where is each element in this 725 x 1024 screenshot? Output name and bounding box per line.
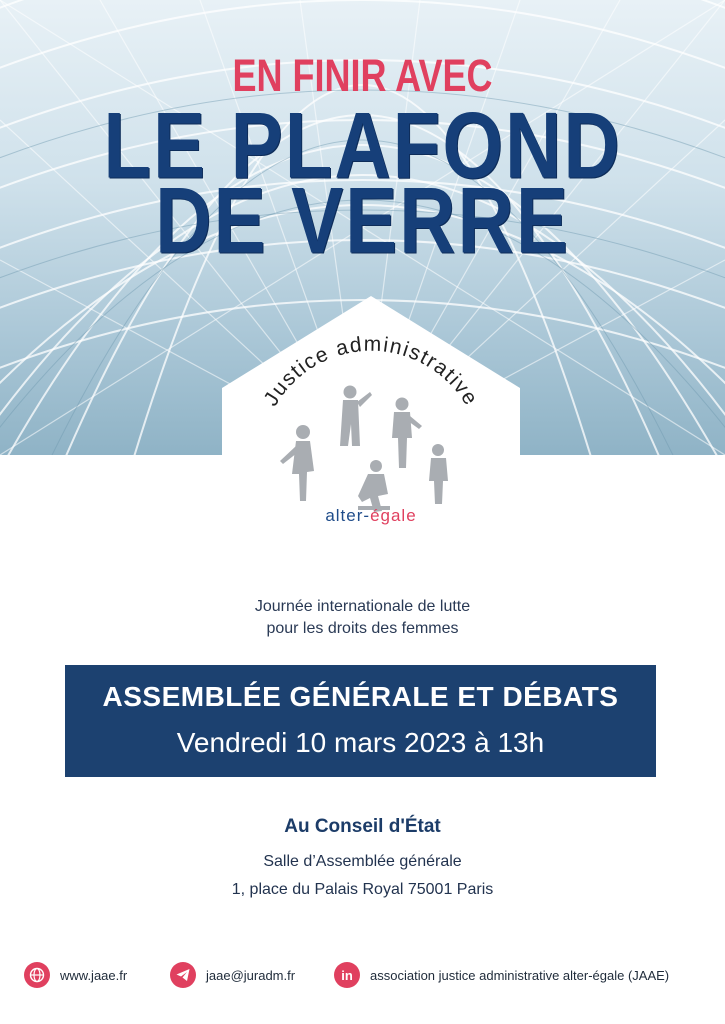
main-title-line-1: LE PLAFOND: [103, 92, 622, 198]
linkedin-link[interactable]: [334, 957, 669, 993]
subtitle-line-2: pour les droits des femmes: [266, 620, 459, 637]
contact-footer: [0, 957, 725, 993]
website-text: www.jaae.fr: [60, 967, 128, 983]
event-date: Vendredi 10 mars 2023 à 13h: [176, 727, 545, 758]
event-subtitle: [0, 596, 725, 640]
banner-title: ASSEMBLÉE GÉNÉRALE ET DÉBATS: [102, 681, 619, 712]
linkedin-icon-glyph: in: [341, 967, 353, 983]
logo-tagline-part-2: égale: [370, 506, 417, 525]
linkedin-icon: [334, 962, 360, 988]
linkedin-text: association justice administrative alter-égale (JAAE): [370, 967, 670, 983]
venue-address: 1, place du Palais Royal 75001 Paris: [231, 881, 494, 898]
email-link[interactable]: [170, 957, 295, 993]
logo-tagline-part-1: alter-: [325, 506, 371, 525]
venue-room: Salle d’Assemblée générale: [263, 853, 462, 870]
logo-arc-text: Justice administrative: [259, 332, 483, 411]
venue-name: Au Conseil d'État: [284, 816, 441, 837]
telegram-icon: [170, 962, 196, 988]
venue-block: [0, 816, 725, 904]
event-banner: [65, 665, 656, 777]
globe-icon: [24, 962, 50, 988]
kicker-title: EN FINIR AVEC: [232, 49, 493, 101]
subtitle-line-1: Journée internationale de lutte: [254, 598, 471, 615]
organization-logo: [222, 296, 520, 548]
email-text: jaae@juradm.fr: [206, 967, 296, 983]
website-link[interactable]: [24, 957, 127, 993]
logo-tagline: [222, 506, 520, 526]
main-title-line-2: DE VERRE: [155, 167, 570, 273]
